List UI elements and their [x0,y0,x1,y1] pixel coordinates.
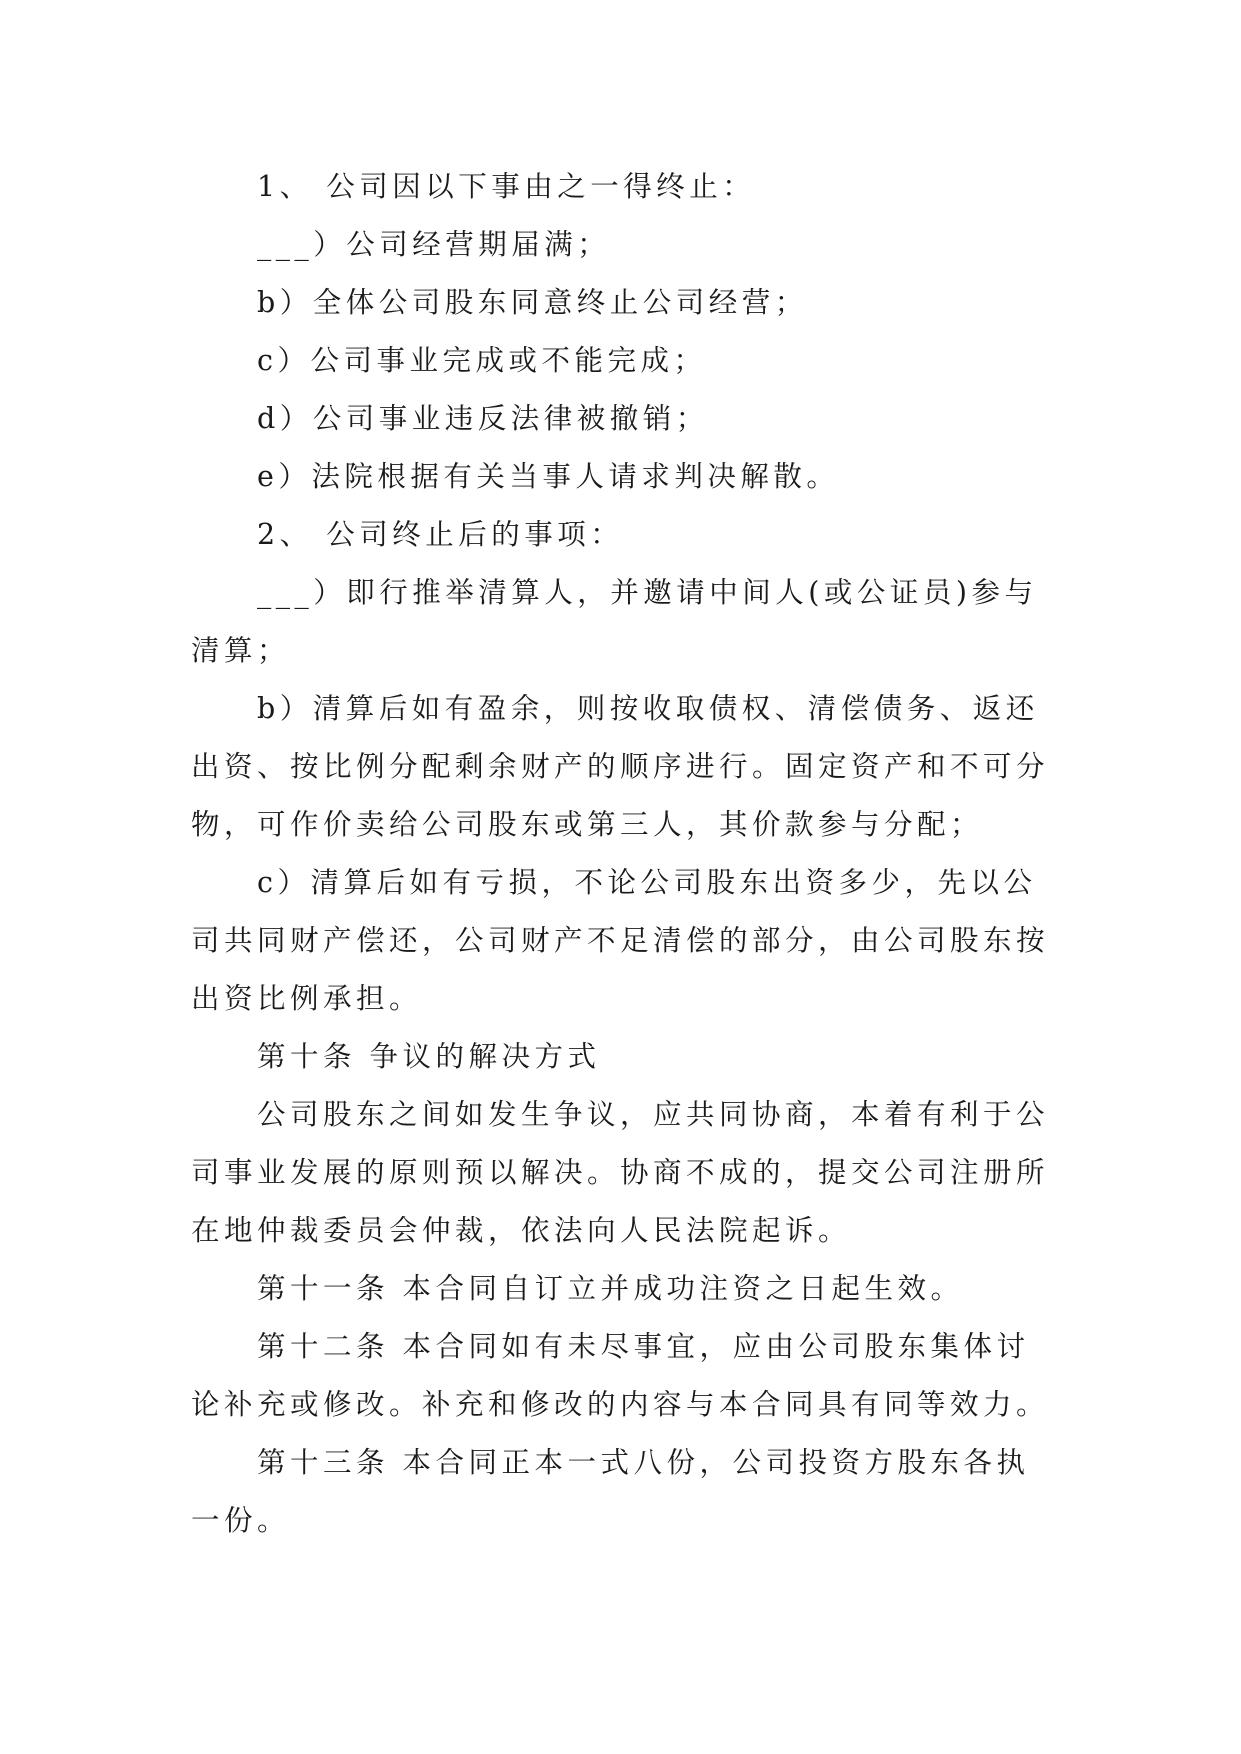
paragraph-termination-causes: 1、 公司因以下事由之一得终止： [257,170,756,203]
paragraph-item-d: d）公司事业违反法律被撤销； [257,402,709,435]
paragraph-item-b: b）全体公司股东同意终止公司经营； [257,286,808,319]
article-10-heading: 第十条 争议的解决方式 [257,1040,601,1073]
paragraph-item-e: e）法院根据有关当事人请求判决解散。 [257,460,840,493]
paragraph-after-termination: 2、 公司终止后的事项： [257,518,624,551]
paragraph-item-a: ___）公司经营期届满； [257,228,611,261]
document-body [191,158,1051,1550]
paragraph-surplus: b）清算后如有盈余，则按收取债权、清偿债务、返还出资、按比例分配剩余财产的顺序进行。固定资产和不可分物，可作价卖给公司股东或第三人，其价款参与分配； [191,692,1050,841]
paragraph-item-c: c）公司事业完成或不能完成； [257,344,707,377]
paragraph-liquidator: ___）即行推举清算人，并邀请中间人(或公证员)参与清算； [191,576,1038,667]
paragraph-loss: c）清算后如有亏损，不论公司股东出资多少，先以公司共同财产偿还，公司财产不足清偿的部分，由公司股东按出资比例承担。 [191,866,1050,1015]
article-12: 第十二条 本合同如有未尽事宜，应由公司股东集体讨论补充或修改。补充和修改的内容与本合同具有同等效力。 [191,1330,1050,1421]
paragraph-dispute: 公司股东之间如发生争议，应共同协商，本着有利于公司事业发展的原则预以解决。协商不成的，提交公司注册所在地仲裁委员会仲裁，依法向人民法院起诉。 [191,1098,1050,1247]
article-13: 第十三条 本合同正本一式八份，公司投资方股东各执一份。 [191,1446,1030,1537]
article-11: 第十一条 本合同自订立并成功注资之日起生效。 [257,1272,964,1305]
